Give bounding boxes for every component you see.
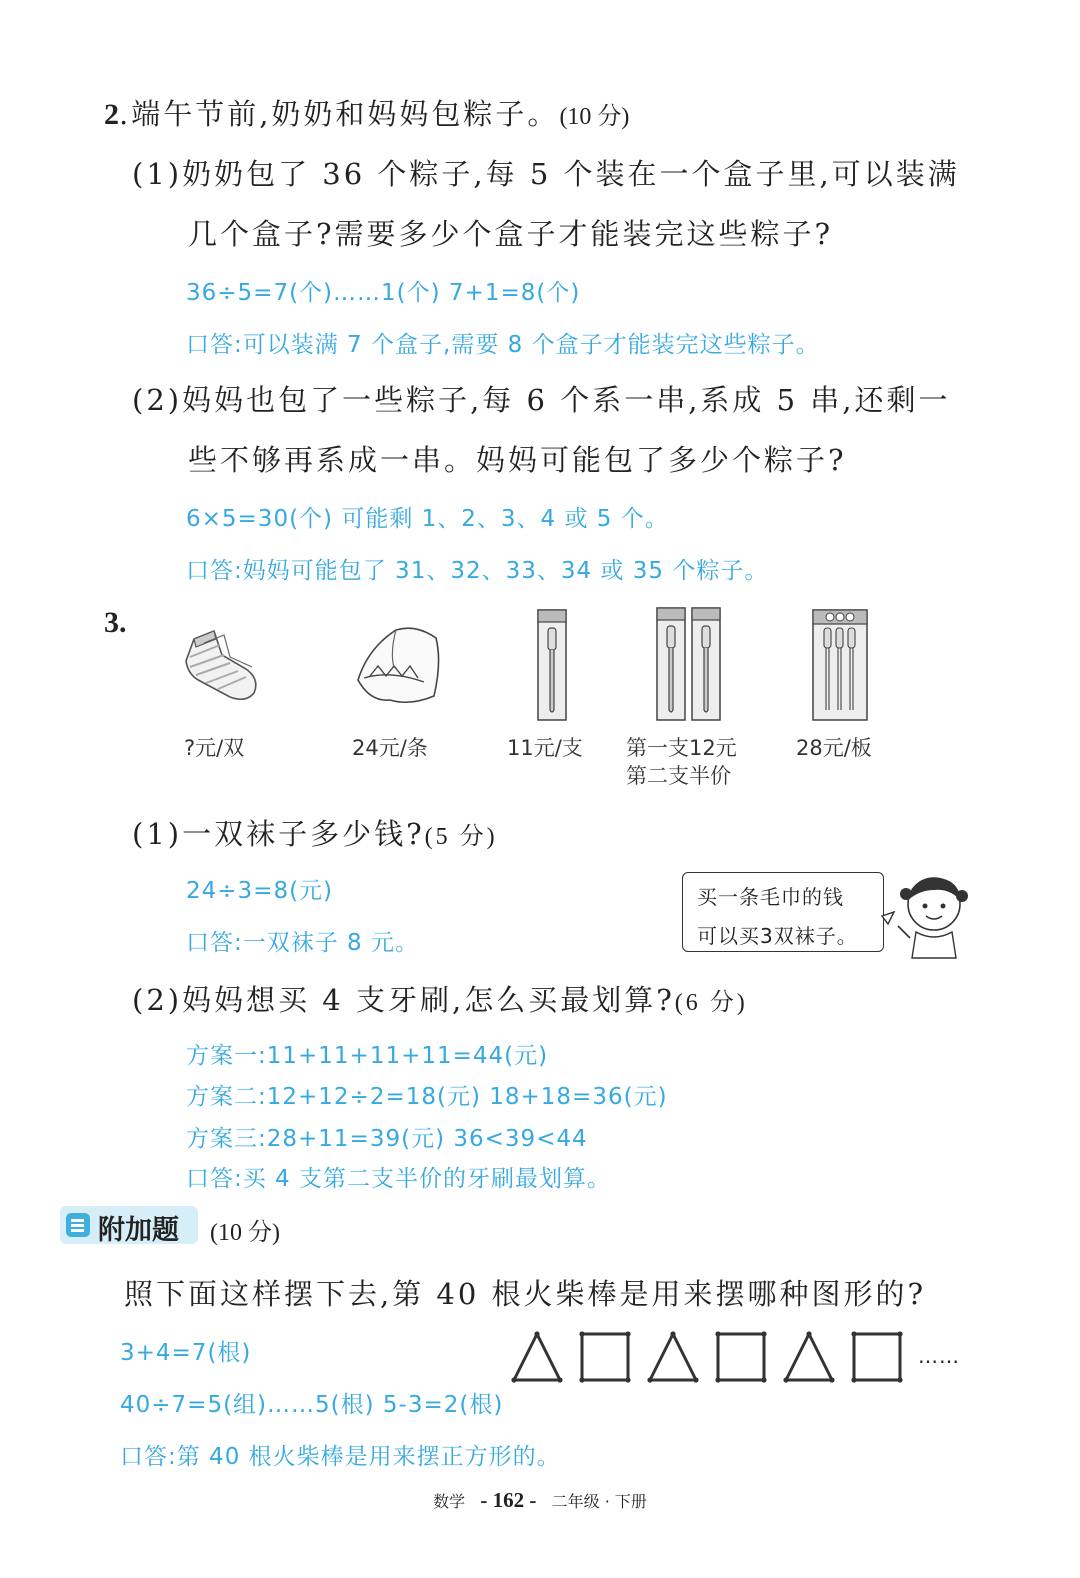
towel-icon [350, 622, 444, 708]
q2-p2-text1: 妈妈也包了一些粽子,每 6 个系一串,系成 5 串,还剩一 [182, 383, 951, 417]
q3-p1-label: (1) [132, 817, 183, 851]
triangle-stick [514, 1334, 537, 1380]
toothbrush-icon [535, 606, 569, 722]
bonus-badge [60, 1206, 198, 1244]
toothbrush-pack-caption: 28元/板 [796, 736, 872, 760]
q3-number: 3. [104, 606, 127, 639]
q3-plan1: 方案一:11+11+11+11=44(元) [186, 1043, 549, 1069]
q2-heading [104, 92, 629, 133]
q2-p1-label: (1) [132, 157, 183, 191]
bubble-line1: 买一条毛巾的钱 [697, 885, 844, 909]
triangle-stick [650, 1334, 673, 1380]
q2-p1-line2: 几个盒子?需要多少个盒子才能装完这些粽子? [188, 217, 834, 251]
q2-p1-calc: 36÷5=7(个)……1(个) 7+1=8(个) [186, 280, 581, 306]
triangle-stick [673, 1334, 696, 1380]
matchstick-head [511, 1377, 516, 1382]
matchstick-head [783, 1377, 788, 1382]
bonus-badge-text: 附加题 [98, 1215, 179, 1246]
socks-icon [180, 625, 266, 705]
matchstick-pattern [508, 1328, 918, 1386]
matchstick-head [579, 1331, 584, 1336]
socks-caption: ?元/双 [184, 736, 245, 760]
q3-p1-score: (5 分) [424, 824, 498, 850]
q3-p2-answer: 口答:买 4 支第二支半价的牙刷最划算。 [186, 1166, 612, 1192]
q2-number: 2 [104, 98, 119, 131]
page-footer [0, 1488, 1080, 1513]
toothbrush-pair-caption1: 第一支12元 [626, 736, 737, 760]
footer-subject: 数学 [433, 1492, 466, 1511]
q2-p2-answer: 口答:妈妈可能包了 31、32、33、34 或 35 个粽子。 [186, 558, 769, 584]
toothbrush-caption: 11元/支 [507, 736, 583, 760]
bonus-answer: 口答:第 40 根火柴棒是用来摆正方形的。 [120, 1444, 561, 1470]
q3-p2-text: 妈妈想买 4 支牙刷,怎么买最划算? [182, 983, 675, 1017]
triangle-stick [537, 1334, 560, 1380]
q2-p1-answer: 口答:可以装满 7 个盒子,需要 8 个盒子才能装完这些粽子。 [186, 332, 820, 358]
girl-avatar-icon [880, 870, 968, 960]
bonus-calc1: 3+4=7(根) [120, 1340, 252, 1366]
page-number: - 162 - [480, 1488, 537, 1512]
triangle-stick [809, 1334, 832, 1380]
q2-p1-line1 [132, 152, 960, 193]
q3-p1-text: 一双袜子多少钱? [182, 817, 425, 851]
toothbrush-pair-caption2: 第二支半价 [626, 764, 731, 788]
bonus-score: (10 分) [210, 1220, 280, 1246]
q3-p2-score: (6 分) [674, 990, 748, 1016]
matchstick-head [851, 1331, 856, 1336]
triangle-stick [786, 1334, 809, 1380]
toothbrush-pack-icon [810, 606, 870, 722]
list-icon [66, 1213, 90, 1237]
q3-p2-label: (2) [132, 983, 183, 1017]
q3-p1-calc: 24÷3=8(元) [186, 878, 334, 904]
q2-p2-label: (2) [132, 383, 183, 417]
q2-p2-line1 [132, 378, 951, 419]
towel-caption: 24元/条 [352, 736, 428, 760]
q3-p2-line [132, 978, 748, 1019]
speech-bubble [682, 872, 884, 952]
bonus-calc2: 40÷7=5(组)……5(根) 5-3=2(根) [120, 1392, 504, 1418]
bubble-line2: 可以买3双袜子。 [697, 924, 858, 948]
pattern-ellipsis: …… [918, 1344, 960, 1368]
toothbrush-pair-icon [654, 604, 724, 722]
footer-grade: 二年级 · 下册 [551, 1492, 647, 1511]
q3-plan2: 方案二:12+12÷2=18(元) 18+18=36(元) [186, 1084, 668, 1110]
matchstick-head [715, 1331, 720, 1336]
q2-p2-calc: 6×5=30(个) 可能剩 1、2、3、4 或 5 个。 [186, 506, 669, 532]
q3-plan3: 方案三:28+11=39(元) 36<39<44 [186, 1126, 588, 1152]
q3-number-text: 3 [104, 606, 119, 639]
bonus-question: 照下面这样摆下去,第 40 根火柴棒是用来摆哪种图形的? [124, 1277, 927, 1311]
q3-p1-line [132, 812, 498, 853]
q3-p1-answer: 口答:一双袜子 8 元。 [186, 930, 420, 956]
q2-p2-line2: 些不够再系成一串。妈妈可能包了多少个粽子? [188, 443, 847, 477]
q2-p1-text1: 奶奶包了 36 个粽子,每 5 个装在一个盒子里,可以装满 [182, 157, 960, 191]
q2-title: .端午节前,奶奶和妈妈包粽子。 [119, 97, 560, 131]
matchstick-head [647, 1377, 652, 1382]
q2-score: (10 分) [559, 104, 630, 130]
